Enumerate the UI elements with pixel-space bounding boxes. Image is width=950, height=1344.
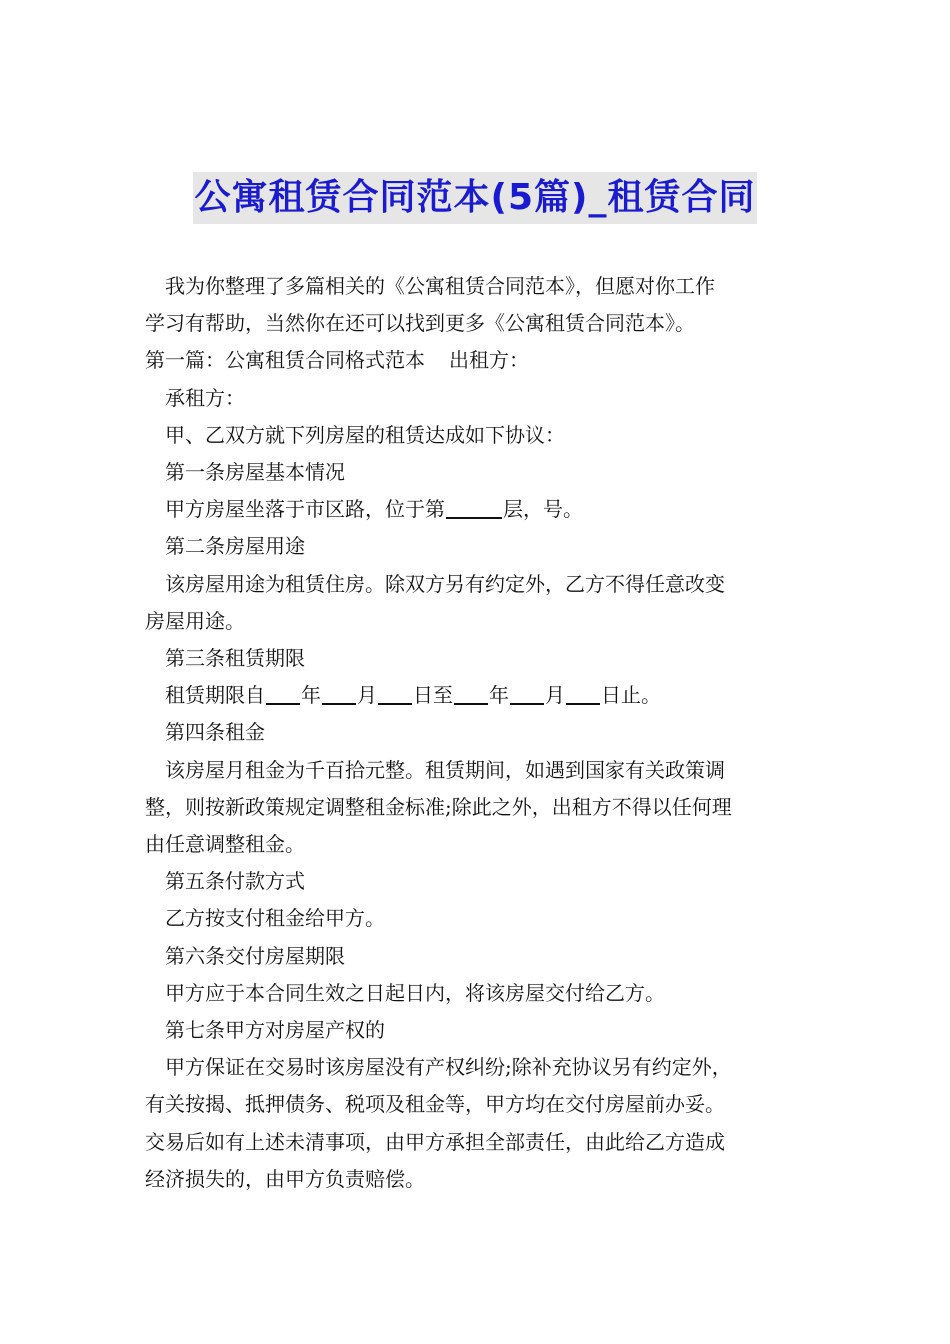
intro-line-2: 学习有帮助，当然你在还可以找到更多《公寓租赁合同范本》。 — [145, 311, 695, 336]
article-7-line-3: 交易后如有上述未清事项，由甲方承担全部责任，由此给乙方造成 — [145, 1129, 725, 1154]
end-year-label: 年 — [489, 683, 509, 708]
article-4-title: 第四条租金 — [165, 720, 265, 745]
end-day-label: 日止。 — [601, 683, 661, 708]
article-5-title: 第五条付款方式 — [165, 869, 305, 894]
article-1-text-b: 层，号。 — [503, 497, 583, 522]
agreement-text: 甲、乙双方就下列房屋的租赁达成如下协议： — [165, 422, 565, 447]
end-month-blank — [510, 683, 544, 705]
start-month-label: 月 — [357, 683, 377, 708]
start-day-label: 日至 — [413, 683, 453, 708]
document-title: 公寓租赁合同范本(5篇)_租赁合同 — [193, 172, 758, 224]
article-2-title: 第二条房屋用途 — [165, 534, 305, 559]
end-month-label: 月 — [545, 683, 565, 708]
end-year-blank — [454, 683, 488, 705]
intro-line-1: 我为你整理了多篇相关的《公寓租赁合同范本》，但愿对你工作 — [165, 274, 715, 298]
document-body — [145, 268, 810, 1198]
lessee-label: 承租方： — [165, 385, 245, 410]
article-2-line-2: 房屋用途。 — [145, 608, 245, 633]
article-1-text — [145, 491, 810, 528]
lessor-label: 出租方： — [449, 348, 529, 373]
start-day-blank — [378, 683, 412, 705]
title-container — [0, 172, 950, 224]
article-6-text: 甲方应于本合同生效之日起日内，将该房屋交付给乙方。 — [165, 980, 665, 1005]
article-4-line-2: 整，则按新政策规定调整租金标准;除此之外，出租方不得以任何理 — [145, 794, 732, 819]
article-2-line-1: 该房屋用途为租赁住房。除双方另有约定外，乙方不得任意改变 — [165, 571, 725, 596]
article-7-line-4: 经济损失的，由甲方负责赔偿。 — [145, 1166, 425, 1191]
start-year-label: 年 — [301, 683, 321, 708]
article-6-title: 第六条交付房屋期限 — [165, 943, 345, 968]
section1-heading-line — [145, 342, 810, 379]
section1-heading: 第一篇：公寓租赁合同格式范本 — [145, 348, 425, 373]
article-3-title: 第三条租赁期限 — [165, 646, 305, 671]
article-3-text — [145, 677, 810, 714]
article-5-text: 乙方按支付租金给甲方。 — [165, 906, 385, 931]
lease-term-prefix: 租赁期限自 — [165, 683, 265, 708]
article-1-title: 第一条房屋基本情况 — [165, 460, 345, 485]
floor-blank — [446, 497, 502, 519]
article-7-line-1: 甲方保证在交易时该房屋没有产权纠纷;除补充协议另有约定外， — [165, 1055, 732, 1080]
start-month-blank — [322, 683, 356, 705]
article-4-line-3: 由任意调整租金。 — [145, 832, 305, 857]
article-7-title: 第七条甲方对房屋产权的 — [165, 1018, 385, 1043]
end-day-blank — [566, 683, 600, 705]
article-4-line-1: 该房屋月租金为千百拾元整。租赁期间，如遇到国家有关政策调 — [165, 757, 725, 782]
article-7-line-2: 有关按揭、抵押债务、税项及租金等，甲方均在交付房屋前办妥。 — [145, 1092, 725, 1117]
article-1-text-a: 甲方房屋坐落于市区路，位于第 — [165, 497, 445, 522]
start-year-blank — [266, 683, 300, 705]
